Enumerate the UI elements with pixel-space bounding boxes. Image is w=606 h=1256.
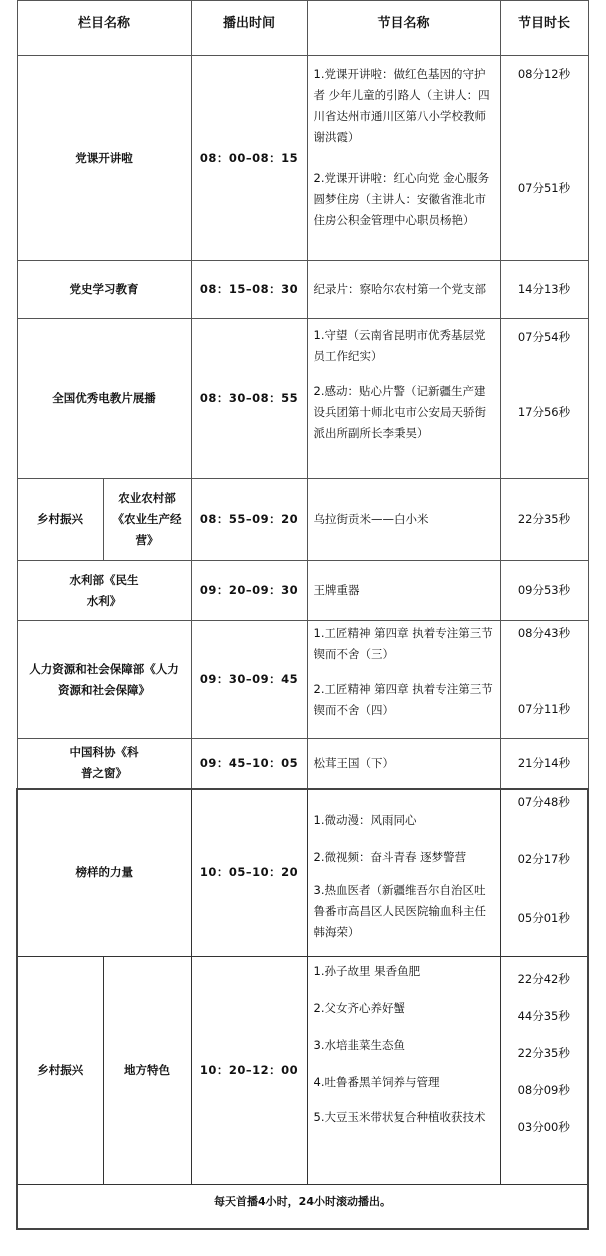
program-item: 4.吐鲁番黑羊饲养与管理: [313, 1075, 440, 1089]
program-item: 1.党课开讲啦：做红色基因的守护者 少年儿童的引路人（主讲人：四川省达州市通川区第八小学校教师谢洪霞）: [313, 67, 490, 144]
program-item: 2.党课开讲啦：红心向党 金心服务 圆梦住房（主讲人：安徽省淮北市住房公积金管理中心职员杨艳）: [313, 171, 490, 227]
row-time: 08：30–08：55: [191, 319, 307, 479]
row-category: 水利部《民生水利》: [17, 561, 191, 621]
program-item: 1.工匠精神 第四章 执着专注第三节 锲而不舍（三）: [313, 626, 493, 661]
duration-item: 08分43秒: [517, 626, 571, 640]
table-row: [17, 56, 588, 261]
header-duration: 节目时长: [500, 1, 588, 56]
program-item: 1.守望（云南省昆明市优秀基层党员工作纪实）: [313, 328, 486, 363]
row-durations: [500, 56, 588, 261]
row-programs: [307, 319, 500, 479]
row-time: 09：30–09：45: [191, 621, 307, 739]
duration-item: 03分00秒: [517, 1120, 570, 1134]
header-program: 节目名称: [307, 1, 500, 56]
program-item: 王牌重器: [313, 583, 360, 597]
row-category-sub: 农业农村部《农业生产经营》: [103, 479, 191, 561]
duration-item: 07分48秒: [517, 794, 570, 809]
duration-item: 08分09秒: [517, 1083, 570, 1097]
row-time: 08：15–08：30: [191, 261, 307, 319]
row-time: 08：00–08：15: [191, 56, 307, 261]
row-category-main: 乡村振兴: [17, 957, 103, 1185]
program-item: 1.孙子故里 果香鱼肥: [313, 964, 421, 978]
duration-item: 09分53秒: [517, 583, 571, 597]
table-row: [17, 957, 588, 1185]
table-row: [17, 789, 588, 957]
row-time: 10：20–12：00: [191, 957, 307, 1185]
duration-item: 21分14秒: [517, 755, 571, 770]
row-durations: [500, 621, 588, 739]
row-programs: [307, 957, 500, 1185]
program-item: 纪录片：察哈尔农村第一个党支部: [313, 282, 486, 296]
duration-item: 08分12秒: [517, 67, 571, 81]
duration-item: 02分17秒: [517, 851, 570, 866]
duration-item: 44分35秒: [517, 1009, 570, 1023]
program-item: 2.微视频：奋斗青春 逐梦警营: [313, 849, 467, 864]
row-category-main: 乡村振兴: [17, 479, 103, 561]
row-time: 09：20–09：30: [191, 561, 307, 621]
duration-item: 22分35秒: [517, 1046, 570, 1060]
program-item: 2.工匠精神 第四章 执着专注第三节 锲而不舍（四）: [313, 682, 493, 717]
row-category: 党史学习教育: [17, 261, 191, 319]
row-time: 08：55–09：20: [191, 479, 307, 561]
duration-item: 05分01秒: [517, 910, 570, 925]
row-durations: [500, 261, 588, 319]
header-time: 播出时间: [191, 1, 307, 56]
footer-note: 每天首播4小时，24小时滚动播出。: [17, 1185, 588, 1229]
row-durations: [500, 561, 588, 621]
program-item: 3.水培韭菜生态鱼: [313, 1038, 405, 1052]
table-row: [17, 739, 588, 789]
row-category: 人力资源和社会保障部《人力资源和社会保障》: [17, 621, 191, 739]
row-category: 中国科协《科普之窗》: [17, 739, 191, 789]
row-programs: [307, 621, 500, 739]
row-category: 党课开讲啦: [17, 56, 191, 261]
duration-item: 14分13秒: [517, 282, 571, 296]
row-programs: [307, 261, 500, 319]
row-durations: [500, 789, 588, 957]
duration-item: 07分54秒: [517, 330, 571, 344]
row-durations: [500, 479, 588, 561]
program-item: 2.父女齐心养好蟹: [313, 1001, 405, 1015]
duration-item: 07分11秒: [517, 702, 571, 716]
footer-row: [17, 1185, 588, 1229]
row-durations: [500, 957, 588, 1185]
program-item: 松茸王国（下）: [313, 755, 394, 770]
program-item: 2.感动：贴心片警（记新疆生产建设兵团第十师北屯市公安局天骄街派出所副所长李秉昊）: [313, 384, 486, 440]
row-category: 全国优秀电教片展播: [17, 319, 191, 479]
duration-item: 07分51秒: [517, 181, 571, 195]
program-item: 乌拉街贡米——白小米: [313, 512, 429, 526]
table-row: [17, 561, 588, 621]
program-item: 5.大豆玉米带状复合种植收获技术: [313, 1110, 486, 1124]
row-programs: [307, 479, 500, 561]
program-item: 3.热血医者（新疆维吾尔自治区吐鲁番市高昌区人民医院输血科主任韩海荣）: [313, 882, 486, 939]
table-row: [17, 319, 588, 479]
table-row: [17, 479, 588, 561]
row-time: 09：45–10：05: [191, 739, 307, 789]
row-category: 榜样的力量: [17, 789, 191, 957]
program-item: 1.微动漫：风雨同心: [313, 812, 417, 827]
table-row: [17, 621, 588, 739]
table-row: [17, 261, 588, 319]
row-durations: [500, 319, 588, 479]
header-row: [17, 1, 588, 56]
broadcast-schedule-table: [16, 0, 589, 1230]
duration-item: 22分42秒: [517, 972, 570, 986]
row-time: 10：05–10：20: [191, 789, 307, 957]
header-category: 栏目名称: [17, 1, 191, 56]
duration-item: 22分35秒: [517, 512, 571, 526]
row-programs: [307, 561, 500, 621]
duration-item: 17分56秒: [517, 405, 571, 419]
row-durations: [500, 739, 588, 789]
row-category-sub: 地方特色: [103, 957, 191, 1185]
row-programs: [307, 789, 500, 957]
row-programs: [307, 56, 500, 261]
row-programs: [307, 739, 500, 789]
